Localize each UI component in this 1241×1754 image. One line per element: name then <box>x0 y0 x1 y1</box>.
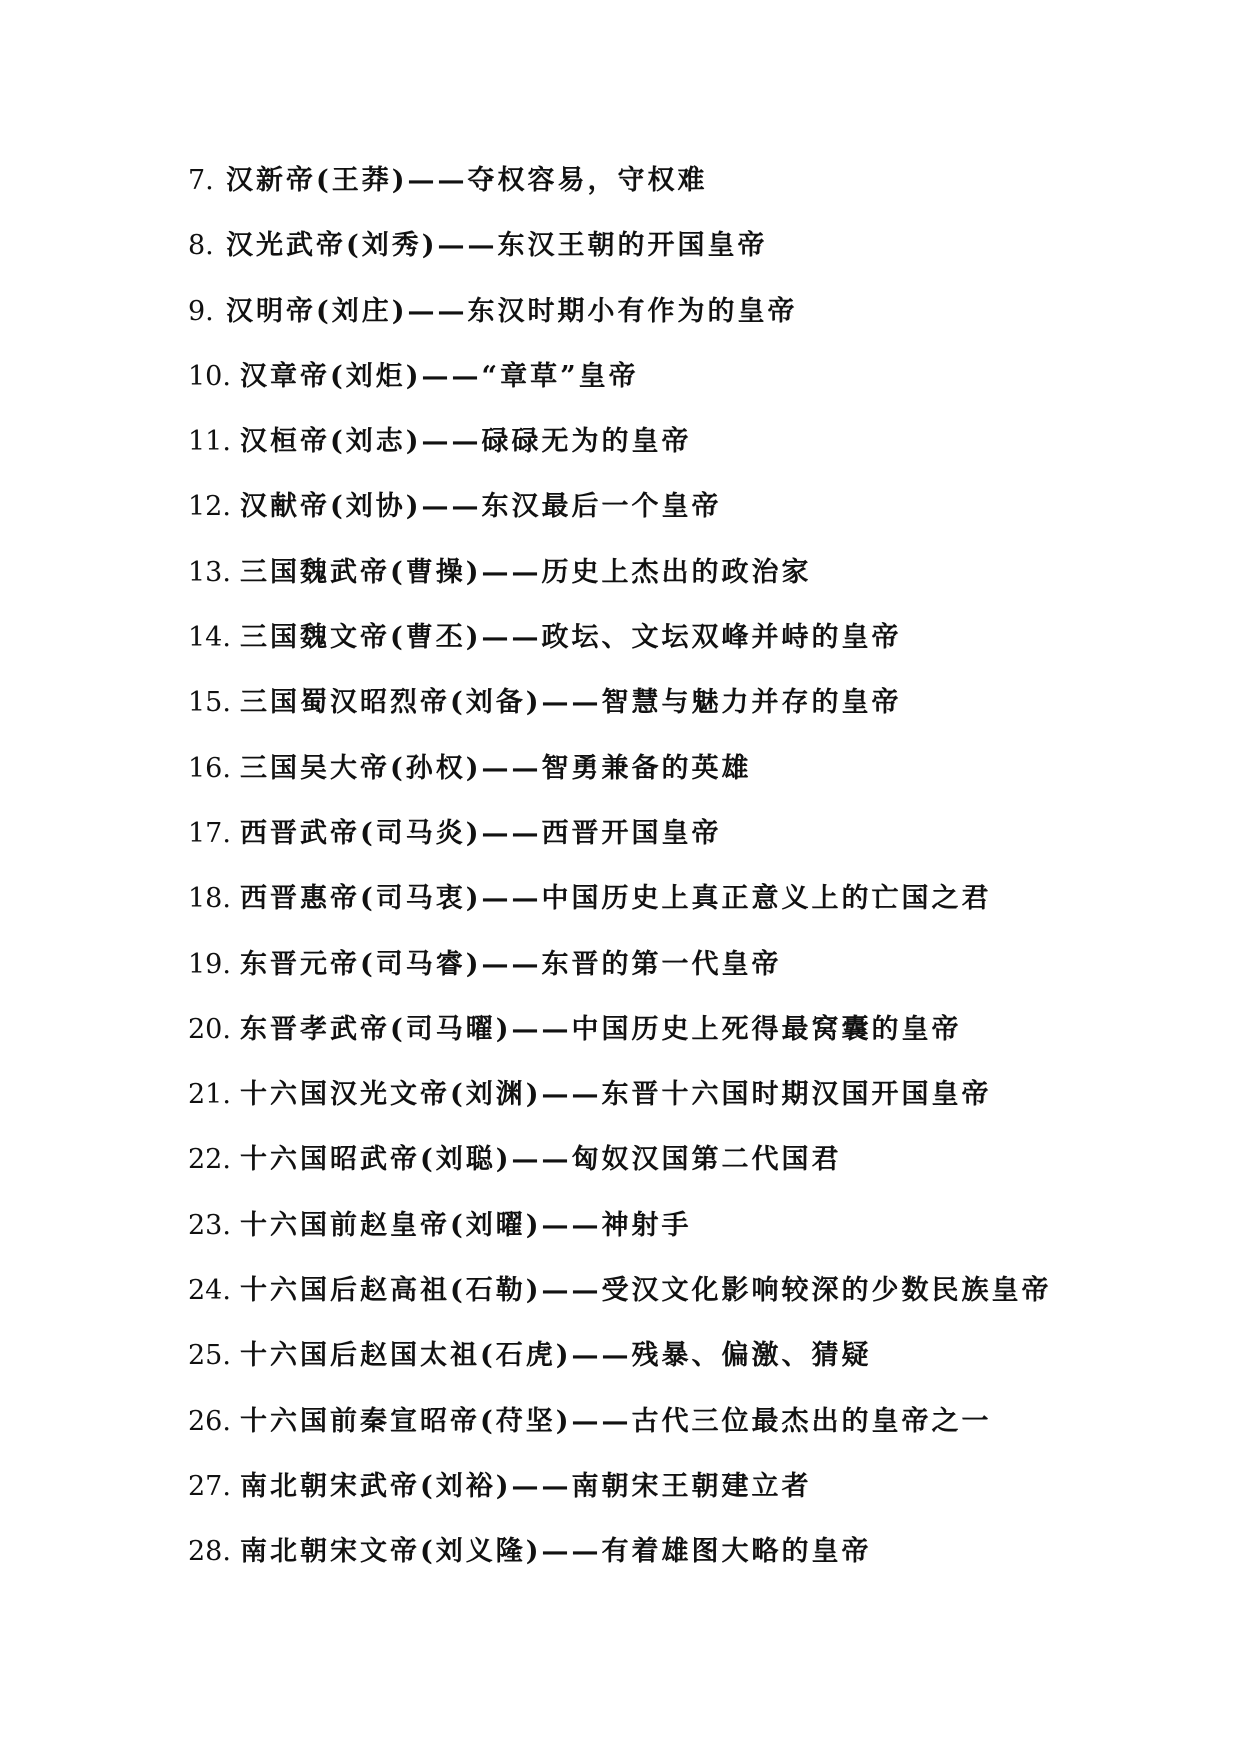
entry-text: 西晋惠帝(司马衷)——中国历史上真正意义上的亡国之君 <box>240 883 992 915</box>
entry-number: 16. <box>188 752 231 784</box>
entry-number: 11. <box>188 426 231 458</box>
list-item <box>188 354 1052 419</box>
list-item <box>188 1203 1052 1268</box>
list-item <box>188 942 1052 1007</box>
entry-text: 汉新帝(王莽)——夺权容易，守权难 <box>226 165 708 196</box>
entry-text: 东晋元帝(司马睿)——东晋的第一代皇帝 <box>240 948 782 980</box>
list-item <box>188 1268 1052 1333</box>
entry-number: 14. <box>188 622 231 654</box>
list-item <box>188 746 1052 811</box>
list-item <box>188 1464 1052 1529</box>
entry-text: 汉明帝(刘庄)——东汉时期小有作为的皇帝 <box>226 295 798 327</box>
list-item <box>188 1137 1052 1202</box>
entry-text: 十六国前秦宣昭帝(苻坚)——古代三位最杰出的皇帝之一 <box>240 1405 992 1437</box>
entry-number: 23. <box>188 1209 231 1241</box>
entry-text: 汉章帝(刘炬)——“章草”皇帝 <box>240 360 639 392</box>
list-item <box>188 223 1052 288</box>
entry-text: 汉献帝(刘协)——东汉最后一个皇帝 <box>240 491 722 523</box>
list-item <box>188 1007 1052 1072</box>
entry-number: 26. <box>188 1405 231 1437</box>
entry-number: 27. <box>188 1470 231 1502</box>
entry-number: 20. <box>188 1013 231 1045</box>
list-item <box>188 1072 1052 1137</box>
list-item <box>188 1399 1052 1464</box>
emperor-list <box>188 158 1052 1595</box>
entry-number: 17. <box>188 817 231 849</box>
entry-text: 三国蜀汉昭烈帝(刘备)——智慧与魅力并存的皇帝 <box>240 687 902 719</box>
entry-text: 十六国前赵皇帝(刘曜)——神射手 <box>240 1209 692 1241</box>
list-item <box>188 1333 1052 1398</box>
list-item <box>188 289 1052 354</box>
entry-number: 8. <box>188 230 214 262</box>
entry-number: 25. <box>188 1340 231 1372</box>
entry-number: 13. <box>188 556 231 588</box>
entry-number: 12. <box>188 491 231 523</box>
entry-number: 15. <box>188 687 231 719</box>
entry-text: 东晋孝武帝(司马曜)——中国历史上死得最窝囊的皇帝 <box>240 1013 962 1045</box>
list-item <box>188 158 1052 223</box>
entry-text: 汉光武帝(刘秀)——东汉王朝的开国皇帝 <box>226 230 768 262</box>
list-item <box>188 876 1052 941</box>
entry-text: 十六国后赵国太祖(石虎)——残暴、偏激、猜疑 <box>240 1340 872 1372</box>
entry-number: 24. <box>188 1275 231 1307</box>
entry-number: 9. <box>188 295 214 327</box>
entry-text: 三国魏文帝(曹丕)——政坛、文坛双峰并峙的皇帝 <box>240 622 902 654</box>
entry-number: 10. <box>188 360 231 392</box>
entry-number: 28. <box>188 1536 231 1568</box>
entry-number: 19. <box>188 948 231 980</box>
entry-text: 十六国昭武帝(刘聪)——匈奴汉国第二代国君 <box>240 1144 842 1176</box>
list-item <box>188 680 1052 745</box>
list-item <box>188 1529 1052 1594</box>
entry-text: 西晋武帝(司马炎)——西晋开国皇帝 <box>240 817 722 849</box>
list-item <box>188 615 1052 680</box>
entry-number: 21. <box>188 1079 231 1111</box>
list-item <box>188 484 1052 549</box>
entry-text: 汉桓帝(刘志)——碌碌无为的皇帝 <box>240 426 692 458</box>
entry-text: 南北朝宋武帝(刘裕)——南朝宋王朝建立者 <box>240 1470 812 1502</box>
list-item <box>188 811 1052 876</box>
entry-number: 7. <box>188 165 214 196</box>
entry-text: 南北朝宋文帝(刘义隆)——有着雄图大略的皇帝 <box>240 1536 872 1568</box>
entry-number: 22. <box>188 1144 231 1176</box>
entry-text: 十六国汉光文帝(刘渊)——东晋十六国时期汉国开国皇帝 <box>240 1079 992 1111</box>
entry-number: 18. <box>188 883 231 915</box>
list-item <box>188 419 1052 484</box>
list-item <box>188 550 1052 615</box>
entry-text: 三国魏武帝(曹操)——历史上杰出的政治家 <box>240 556 812 588</box>
entry-text: 三国吴大帝(孙权)——智勇兼备的英雄 <box>240 752 752 784</box>
entry-text: 十六国后赵高祖(石勒)——受汉文化影响较深的少数民族皇帝 <box>240 1275 1052 1307</box>
